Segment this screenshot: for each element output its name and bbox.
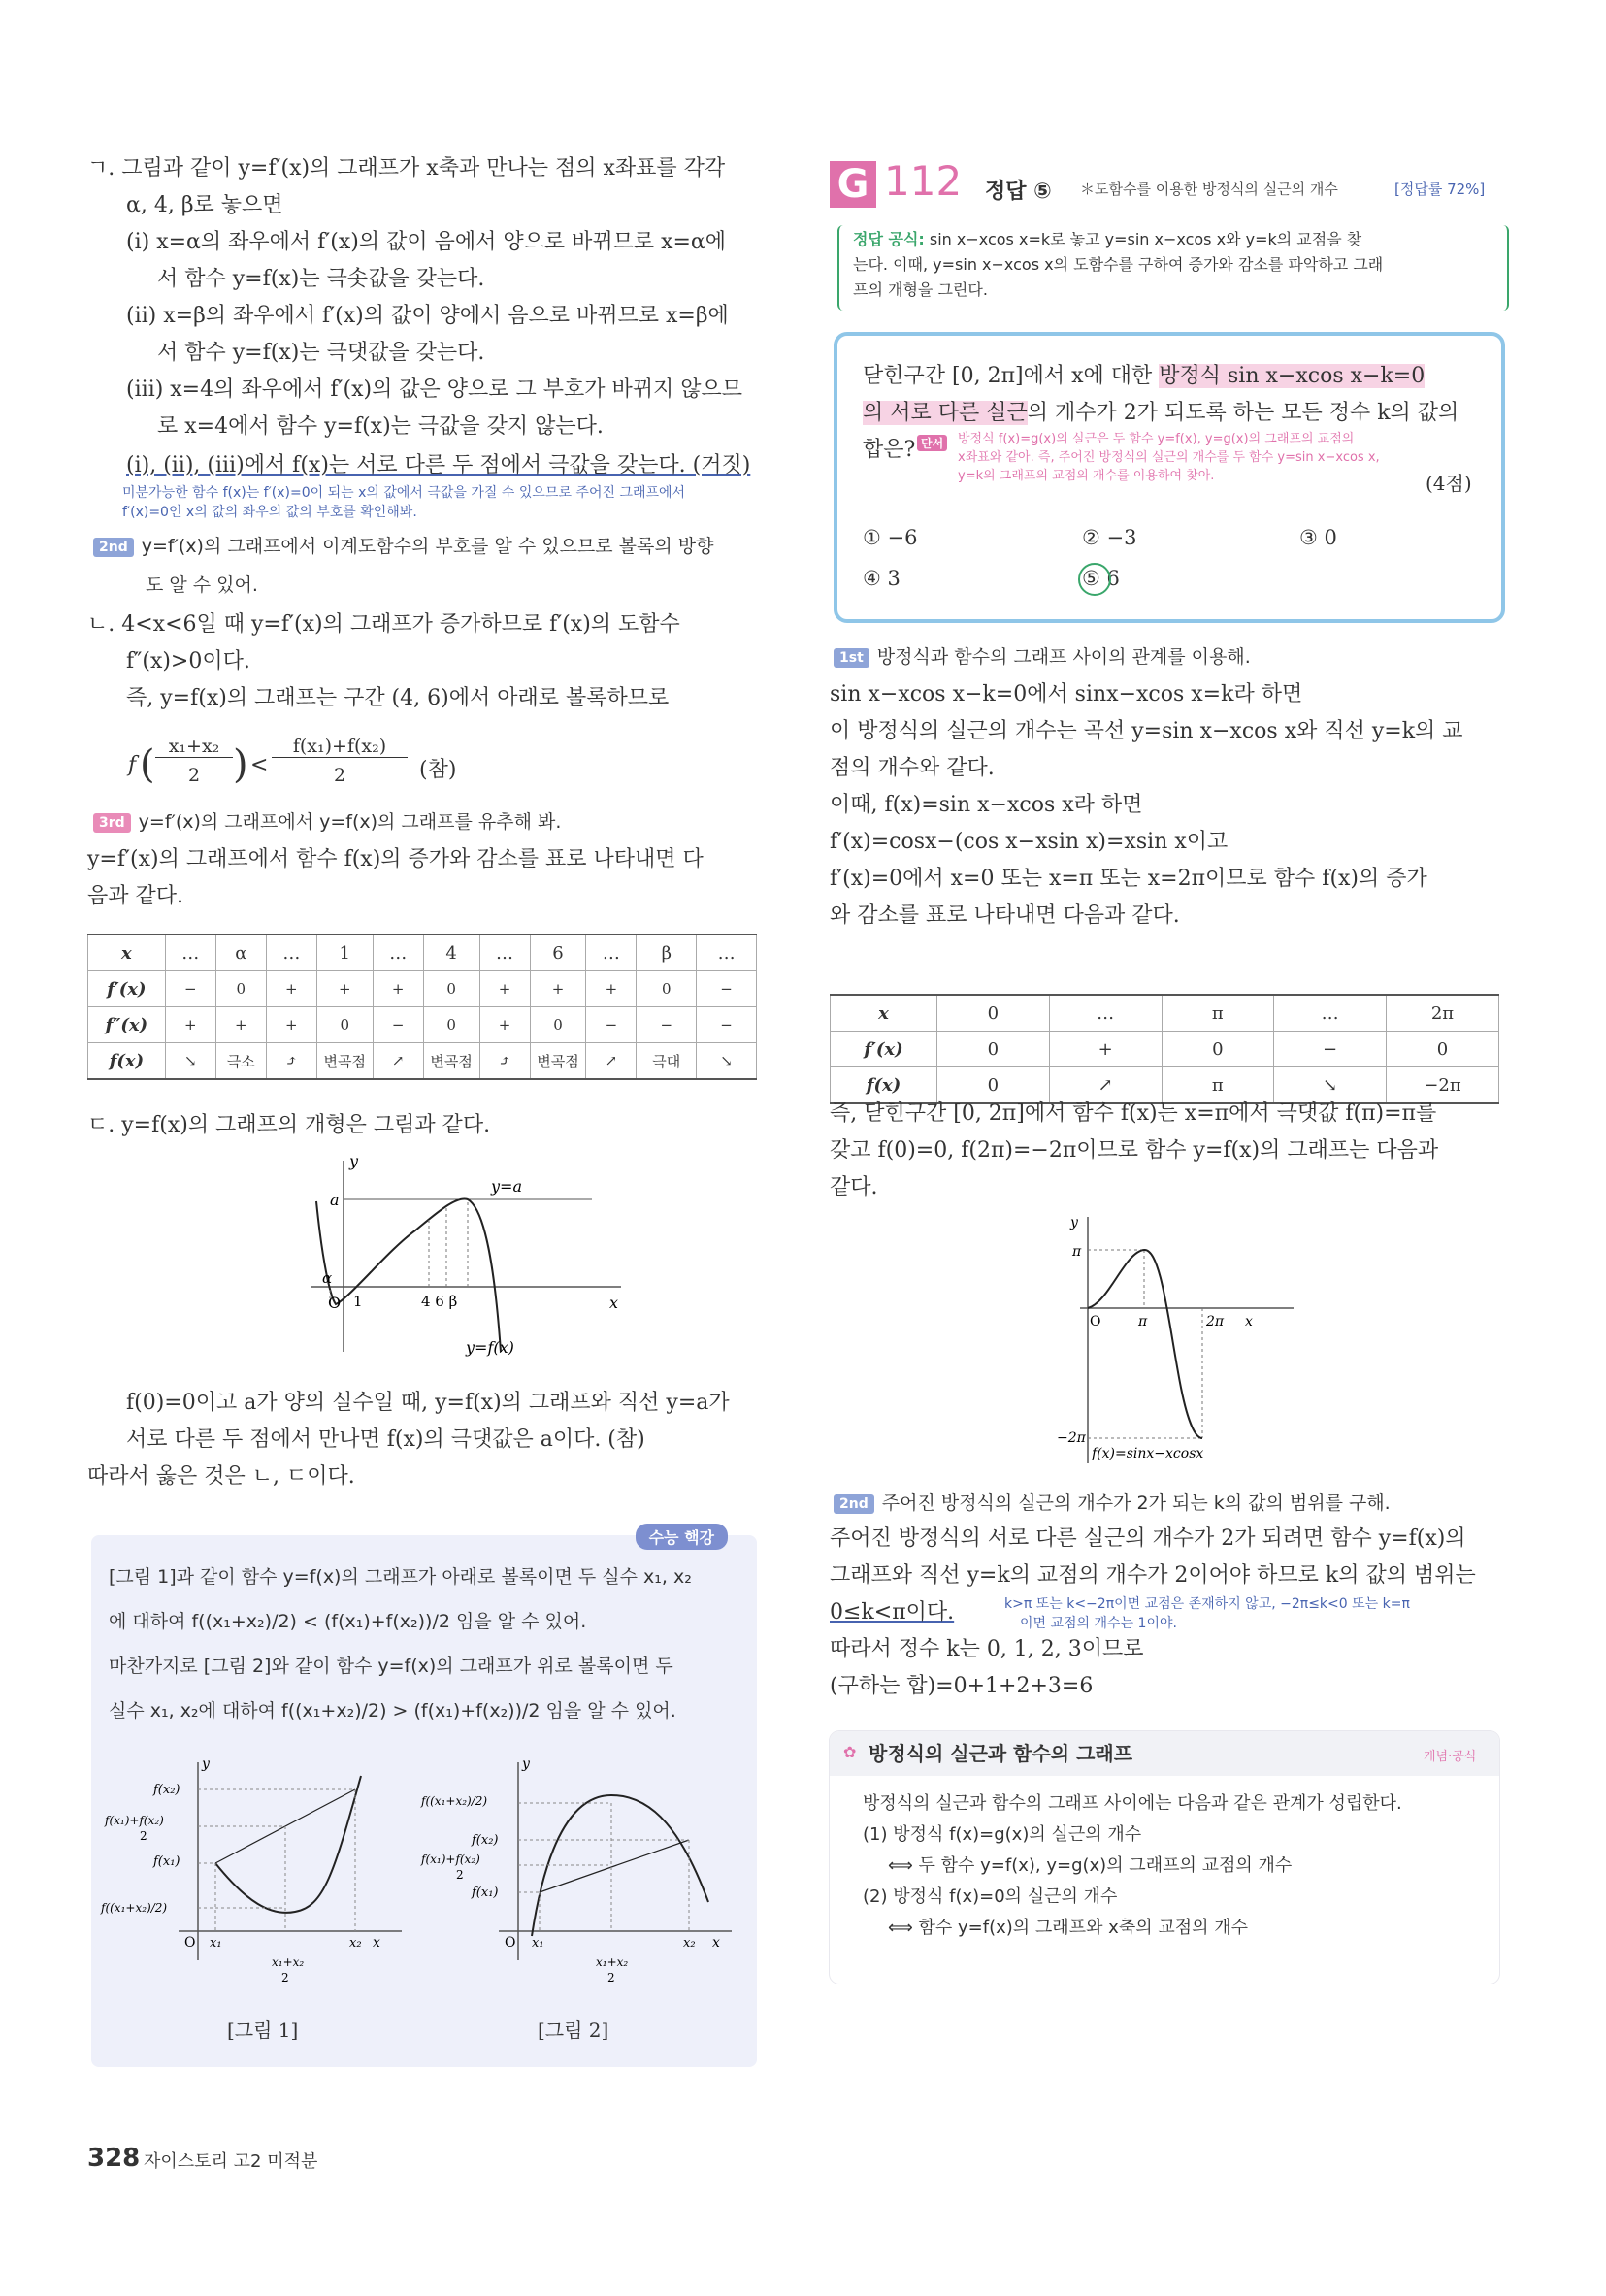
intro-line-2: α, 4, β로 놓으면 xyxy=(126,193,283,217)
cf2-label-x: x xyxy=(712,1935,720,1951)
table-intro-1: y=f′(x)의 그래프에서 함수 f(x)의 증가와 감소를 표로 나타내면 다 xyxy=(87,847,704,871)
cf1-label-x: x xyxy=(373,1935,380,1951)
core-p1b: 에 대하여 f((x₁+x₂)/2) < (f(x₁)+f(x₂))/2 임을 알 수 있어. xyxy=(109,1611,587,1632)
badge-1st: 1st xyxy=(834,648,869,668)
table-cell: ↗ xyxy=(373,1043,423,1080)
concept-star-icon: ✿ xyxy=(843,1743,857,1761)
g1-label-y: y xyxy=(349,1152,359,1170)
cf2-label-avg: f(x₁)+f(x₂) xyxy=(421,1853,480,1866)
problem-line-3: 합은? xyxy=(863,438,916,462)
g1-label-alpha: α xyxy=(322,1269,333,1287)
s2-line-1: 주어진 방정식의 서로 다른 실근의 개수가 2가 되려면 함수 y=f(x)의 xyxy=(830,1526,1466,1551)
table-cell: β xyxy=(637,935,697,971)
cf2-label-x1: x₁ xyxy=(532,1936,544,1951)
cf1-curve xyxy=(215,1776,361,1913)
problem-l1b: 방정식 sin x−xcos x−k=0 xyxy=(1159,364,1426,388)
cf2-label-mid: x₁+x₂ xyxy=(596,1955,629,1969)
table-row-header: x xyxy=(88,935,166,971)
s1-line: sin x−xcos x−k=0에서 sinx−xcos x=k라 하면 xyxy=(830,682,1303,706)
problem-line-2 xyxy=(863,400,1459,427)
page-number: 328 xyxy=(87,2144,141,2173)
table-cell: … xyxy=(586,935,637,971)
s1-line: f′(x)=0에서 x=0 또는 x=π 또는 x=2π이므로 함수 f(x)의 증가 xyxy=(830,867,1427,891)
table-cell: ⤴ xyxy=(266,1043,316,1080)
cf2-label-fx1: f(x₁) xyxy=(472,1886,499,1900)
table-cell: + xyxy=(479,971,530,1007)
table-row xyxy=(831,995,1499,1032)
table-cell: 0 xyxy=(316,1007,373,1043)
item2-line-1: (ⅱ) x=β의 좌우에서 f′(x)의 값이 양에서 음으로 바뀌므로 x=β에 xyxy=(126,304,729,328)
table-cell: − xyxy=(697,1007,757,1043)
choice-3[interactable]: ③ 0 xyxy=(1299,526,1337,549)
hint-3rd xyxy=(93,809,561,835)
after-table-3: 같다. xyxy=(830,1175,878,1199)
g2-label-y: y xyxy=(1070,1215,1078,1230)
table-cell: 0 xyxy=(423,971,479,1007)
answer-circle-mark xyxy=(1078,563,1111,596)
table-cell: + xyxy=(530,971,586,1007)
table-cell: 변곡점 xyxy=(316,1043,373,1080)
nieun-line-2: f″(x)>0이다. xyxy=(126,649,250,673)
cf1-label-fx2: f(x₂) xyxy=(153,1783,180,1797)
cf1-label-fx1: f(x₁) xyxy=(153,1854,180,1869)
cf1-label-mid-den: 2 xyxy=(281,1971,289,1984)
table-cell: π xyxy=(1162,995,1274,1032)
g2-label-x: x xyxy=(1245,1314,1253,1329)
table-row-header: f(x) xyxy=(88,1043,166,1080)
g1-label-o: O xyxy=(328,1294,342,1312)
formula-line-1 xyxy=(853,229,1361,250)
core-p1a: [그림 1]과 같이 함수 y=f(x)의 그래프가 아래로 볼록이면 두 실수 x₁, x₂ xyxy=(109,1566,692,1588)
sign-table-left xyxy=(87,934,757,1080)
table-cell: 0 xyxy=(1162,1032,1274,1067)
table-cell: 4 xyxy=(423,935,479,971)
choice-4[interactable]: ④ 3 xyxy=(863,567,901,590)
table-cell: 0 xyxy=(937,995,1050,1032)
table-cell: 0 xyxy=(937,1032,1050,1067)
table-cell: 1 xyxy=(316,935,373,971)
ineq-lt: < xyxy=(250,753,269,777)
cf1-label-x2: x₂ xyxy=(349,1936,362,1951)
table-cell: … xyxy=(479,935,530,971)
table-cell: 0 xyxy=(530,1007,586,1043)
problem-l2b: 의 개수가 2가 되도록 하는 모든 정수 k의 값의 xyxy=(1027,401,1459,425)
formula-label: 정답 공식: xyxy=(853,230,925,248)
s1-line: 이때, f(x)=sin x−xcos x라 하면 xyxy=(830,793,1143,817)
item1-line-2: 서 함수 y=f(x)는 극솟값을 갖는다. xyxy=(157,267,485,291)
table-cell: + xyxy=(1049,1032,1162,1067)
step-2nd-title: 주어진 방정식의 실근의 개수가 2가 되는 k의 값의 범위를 구해. xyxy=(881,1492,1391,1514)
range-result: 0≤k<π이다. xyxy=(830,1600,955,1624)
table-cell: 0 xyxy=(215,971,266,1007)
s1-line: 이 방정식의 실근의 개수는 곡선 y=sin x−xcos x와 직선 y=k의 교 xyxy=(830,719,1463,743)
concept-box xyxy=(830,1731,1499,1984)
hint-3rd-text: y=f′(x)의 그래프에서 y=f(x)의 그래프를 유추해 봐. xyxy=(138,811,562,833)
g2-label-fx: f(x)=sinx−xcosx xyxy=(1092,1446,1204,1461)
concept-item-2b: ⟺ 함수 y=f(x)의 그래프와 x축의 교점의 개수 xyxy=(888,1918,1248,1938)
table-row xyxy=(88,971,757,1007)
table-cell: π xyxy=(1162,1067,1274,1104)
cf1-label-fmid: f((x₁+x₂)/2) xyxy=(101,1901,168,1915)
table-cell: ⤴ xyxy=(479,1043,530,1080)
g1-label-one: 1 xyxy=(353,1293,363,1310)
ineq-paren-close: ) xyxy=(233,742,248,787)
table-cell: − xyxy=(373,1007,423,1043)
core-box xyxy=(91,1528,757,2067)
fig2-caption: [그림 2] xyxy=(538,2018,609,2042)
table-cell: 극소 xyxy=(215,1043,266,1080)
graph-fprime-shape xyxy=(301,1153,631,1366)
cf1-label-mid: x₁+x₂ xyxy=(272,1955,305,1969)
s2-end-1: 따라서 정수 k는 0, 1, 2, 3이므로 xyxy=(830,1637,1144,1661)
core-figure-2 xyxy=(421,1756,741,1989)
badge-3rd: 3rd xyxy=(93,813,131,833)
note1-line-1: 미분가능한 함수 f(x)는 f′(x)=0이 되는 x의 값에서 극값을 가질 수 있으므로 주어진 그래프에서 xyxy=(122,485,686,501)
table-intro-2: 음과 같다. xyxy=(87,884,183,908)
s1-line: 와 감소를 표로 나타내면 다음과 같다. xyxy=(830,903,1180,928)
problem-l2a: 의 서로 다른 실근 xyxy=(863,401,1028,425)
item2-line-2: 서 함수 y=f(x)는 극댓값을 갖는다. xyxy=(157,341,485,365)
formula-box xyxy=(837,225,1509,311)
problem-points: (4점) xyxy=(1426,472,1472,495)
ineq-num-1: x₁+x₂ xyxy=(155,736,233,758)
core-p2b: 실수 x₁, x₂에 대하여 f((x₁+x₂)/2) > (f(x₁)+f(x₂))/2 임을 알 수 있어. xyxy=(109,1700,676,1722)
graph-f-sin xyxy=(1057,1213,1313,1475)
table-cell: + xyxy=(586,971,637,1007)
g2-label-pi: π xyxy=(1138,1314,1148,1329)
cf1-label-o: O xyxy=(184,1935,196,1951)
g2-label-neg: −2π xyxy=(1057,1430,1086,1446)
table-cell: − xyxy=(697,971,757,1007)
problem-header xyxy=(830,155,1509,213)
nieun-line-1: ㄴ. 4<x<6일 때 y=f′(x)의 그래프가 증가하므로 f′(x)의 도함수 xyxy=(87,612,680,637)
table-row xyxy=(831,1067,1499,1104)
problem-box xyxy=(834,332,1505,623)
table-cell: 0 xyxy=(423,1007,479,1043)
table-cell: ↘ xyxy=(1274,1067,1387,1104)
ineq-paren-open: ( xyxy=(140,742,155,787)
problem-l1a: 닫힌구간 [0, 2π]에서 x에 대한 xyxy=(863,364,1160,388)
g1-label-ticks: 4 6 β xyxy=(421,1293,458,1310)
table-cell: 6 xyxy=(530,935,586,971)
concept-item-1b: ⟺ 두 함수 y=f(x), y=g(x)의 그래프의 교점의 개수 xyxy=(888,1855,1293,1876)
concept-title: 방정식의 실근과 함수의 그래프 xyxy=(869,1742,1133,1765)
s2-line-2: 그래프와 직선 y=k의 교점의 개수가 2이어야 하므로 k의 값의 범위는 xyxy=(830,1563,1476,1588)
g1-label-fx: y=f(x) xyxy=(466,1338,514,1357)
table-cell: − xyxy=(1274,1032,1387,1067)
choice-5[interactable]: ⑤ 6 xyxy=(1082,567,1120,590)
s1-line: f′(x)=cosx−(cos x−xsin x)=xsin x이고 xyxy=(830,830,1229,854)
s2-end-2: (구하는 합)=0+1+2+3=6 xyxy=(830,1674,1094,1698)
danseo-line-1: 방정식 f(x)=g(x)의 실근은 두 함수 y=f(x), y=g(x)의 그래프의 교점의 xyxy=(958,432,1355,446)
table-row xyxy=(88,1007,757,1043)
core-badge: 수능 핵강 xyxy=(636,1524,728,1550)
problem-line-1 xyxy=(863,363,1425,390)
step-1st xyxy=(834,644,1251,670)
table-cell: α xyxy=(215,935,266,971)
table-cell: + xyxy=(373,971,423,1007)
fig1-caption: [그림 1] xyxy=(227,2018,299,2042)
ineq-num-2: f(x₁)+f(x₂) xyxy=(272,736,408,758)
cf2-curve xyxy=(532,1795,708,1936)
table-cell: 변곡점 xyxy=(423,1043,479,1080)
g2-label-o: O xyxy=(1090,1314,1101,1329)
table-cell: … xyxy=(1274,995,1387,1032)
g1-label-ya: y=a xyxy=(491,1177,522,1196)
g2-label-ypi: π xyxy=(1072,1244,1082,1260)
s1-line: 점의 개수와 같다. xyxy=(830,756,995,780)
table-row xyxy=(831,1032,1499,1067)
table-cell: 0 xyxy=(637,971,697,1007)
step-2nd xyxy=(834,1491,1391,1516)
book-title: 자이스토리 고2 미적분 xyxy=(144,2151,318,2172)
cf2-label-y: y xyxy=(522,1756,530,1772)
range-note-1: k>π 또는 k<−2π이면 교점은 존재하지 않고, −2π≤k<0 또는 k=π xyxy=(1004,1596,1410,1612)
item3-line-2: 로 x=4에서 함수 y=f(x)는 극값을 갖지 않는다. xyxy=(157,414,604,439)
cf2-label-avg-den: 2 xyxy=(456,1868,464,1882)
cf1-label-avg: f(x₁)+f(x₂) xyxy=(105,1814,164,1827)
table-row xyxy=(88,1043,757,1080)
table-cell: … xyxy=(165,935,215,971)
table-cell: … xyxy=(697,935,757,971)
danseo-line-3: y=k의 그래프의 교점의 개수를 이용하여 찾아. xyxy=(958,469,1215,483)
core-p2a: 마찬가지로 [그림 2]와 같이 함수 y=f(x)의 그래프가 위로 볼록이면 두 xyxy=(109,1656,673,1677)
cf1-label-x1: x₁ xyxy=(210,1936,222,1951)
cf2-chord xyxy=(540,1840,689,1892)
table-cell: −2π xyxy=(1386,1067,1498,1104)
table-cell: ↗ xyxy=(1049,1067,1162,1104)
badge-2nd: 2nd xyxy=(93,538,134,557)
final-line-1: f(0)=0이고 a가 양의 실수일 때, y=f(x)의 그래프와 직선 y=a가 xyxy=(126,1391,730,1415)
hint-2nd-text: y=f′(x)의 그래프에서 이계도함수의 부호를 알 수 있으므로 볼록의 방향 xyxy=(141,536,714,557)
cf2-label-fx2: f(x₂) xyxy=(472,1833,499,1848)
cf2-label-fmid: f((x₁+x₂)/2) xyxy=(421,1794,488,1808)
table-cell: 2π xyxy=(1386,995,1498,1032)
range-note-2: 이면 교점의 개수는 1이야. xyxy=(1020,1616,1177,1631)
table-cell: − xyxy=(586,1007,637,1043)
table-cell: + xyxy=(215,1007,266,1043)
item1-line-1: (ⅰ) x=α의 좌우에서 f′(x)의 값이 음에서 양으로 바뀌므로 x=α에 xyxy=(126,230,727,254)
concept-intro: 방정식의 실근과 함수의 그래프 사이에는 다음과 같은 관계가 성립한다. xyxy=(863,1793,1402,1814)
concept-item-1: (1) 방정식 f(x)=g(x)의 실근의 개수 xyxy=(863,1824,1142,1845)
after-table-1: 즉, 닫힌구간 [0, 2π]에서 함수 f(x)는 x=π에서 극댓값 f(π)=π를 xyxy=(830,1101,1437,1126)
formula-line-3: 프의 개형을 그린다. xyxy=(853,280,988,299)
conclusion-1: (ⅰ), (ⅱ), (ⅲ)에서 f(x)는 서로 다른 두 점에서 극값을 갖는다. (거짓) xyxy=(126,453,751,477)
danseo-line-2: x좌표와 같아. 즉, 주어진 방정식의 실근의 개수를 두 함수 y=sin x−xcos x, xyxy=(958,450,1380,465)
cf1-label-y: y xyxy=(202,1756,210,1772)
core-figure-1 xyxy=(101,1756,411,1989)
intro-line-1: ㄱ. 그림과 같이 y=f′(x)의 그래프가 x축과 만나는 점의 x좌표를 각각 xyxy=(87,156,726,180)
problem-topic: ＊도함수를 이용한 방정식의 실근의 개수 xyxy=(1080,180,1338,198)
table-cell: + xyxy=(316,971,373,1007)
answer-label: 정답 ⑤ xyxy=(985,180,1052,204)
table-cell: ↘ xyxy=(165,1043,215,1080)
table-cell: 변곡점 xyxy=(530,1043,586,1080)
table-cell: 0 xyxy=(937,1067,1050,1104)
g2-curve xyxy=(1088,1250,1202,1438)
table-row-header: f(x) xyxy=(831,1067,937,1104)
digeut-line: ㄷ. y=f(x)의 그래프의 개형은 그림과 같다. xyxy=(87,1113,491,1137)
table-row-header: f″(x) xyxy=(88,1007,166,1043)
ineq-f: f xyxy=(128,753,137,777)
problem-number: 112 xyxy=(884,157,963,205)
table-row-header: f′(x) xyxy=(88,971,166,1007)
table-cell: … xyxy=(373,935,423,971)
cf1-label-avg-den: 2 xyxy=(140,1829,147,1843)
note1-line-2: f′(x)=0인 x의 값의 좌우의 값의 부호를 확인해봐. xyxy=(122,505,417,520)
ineq-den-1: 2 xyxy=(187,765,201,786)
table-row-header: x xyxy=(831,995,937,1032)
nieun-line-3: 즉, y=f(x)의 그래프는 구간 (4, 6)에서 아래로 볼록하므로 xyxy=(126,686,670,710)
table-cell: … xyxy=(1049,995,1162,1032)
table-cell: ↗ xyxy=(586,1043,637,1080)
g1-label-x: x xyxy=(609,1294,619,1312)
correct-rate: [정답률 72%] xyxy=(1394,180,1486,198)
choice-1[interactable]: ① −6 xyxy=(863,526,918,549)
concept-item-2: (2) 방정식 f(x)=0의 실근의 개수 xyxy=(863,1886,1118,1907)
table-cell: − xyxy=(165,971,215,1007)
table-cell: 0 xyxy=(1386,1032,1498,1067)
table-cell: ↘ xyxy=(697,1043,757,1080)
choice-2[interactable]: ② −3 xyxy=(1082,526,1137,549)
step-1st-title: 방정식과 함수의 그래프 사이의 관계를 이용해. xyxy=(876,646,1251,668)
hint-2nd-text-2: 도 알 수 있어. xyxy=(146,574,258,596)
formula-line-2: 는다. 이때, y=sin x−xcos x의 도함수를 구하여 증가와 감소를 파악하고 그래 xyxy=(853,255,1384,274)
cf2-label-o: O xyxy=(505,1935,516,1951)
g1-label-a: a xyxy=(330,1191,340,1209)
hint-2nd xyxy=(93,534,714,559)
table-cell: + xyxy=(165,1007,215,1043)
table-cell: + xyxy=(266,1007,316,1043)
table-cell: + xyxy=(479,1007,530,1043)
table-cell: … xyxy=(266,935,316,971)
badge-2nd-right: 2nd xyxy=(834,1494,874,1514)
sign-table-right xyxy=(830,994,1499,1104)
item3-line-1: (ⅲ) x=4의 좌우에서 f′(x)의 값은 양으로 그 부호가 바뀌지 않으므 xyxy=(126,377,743,402)
cf2-label-mid-den: 2 xyxy=(607,1971,615,1984)
final-line-2: 서로 다른 두 점에서 만나면 f(x)의 극댓값은 a이다. (참) xyxy=(126,1427,645,1452)
formula-text-1: sin x−xcos x=k로 놓고 y=sin x−xcos x와 y=k의 교점을 찾 xyxy=(929,230,1362,248)
danseo-badge: 단서 xyxy=(917,435,947,451)
table-cell: 극대 xyxy=(637,1043,697,1080)
cf2-label-x2: x₂ xyxy=(683,1936,696,1951)
ineq-tag: (참) xyxy=(419,758,457,782)
g2-label-2pi: 2π xyxy=(1206,1314,1225,1329)
table-cell: − xyxy=(637,1007,697,1043)
table-row xyxy=(88,935,757,971)
jensen-inequality xyxy=(128,734,516,802)
table-cell: + xyxy=(266,971,316,1007)
after-table-2: 갖고 f(0)=0, f(2π)=−2π이므로 함수 y=f(x)의 그래프는 다음과 xyxy=(830,1138,1439,1163)
concept-tag: 개념·공식 xyxy=(1424,1750,1477,1764)
section-letter: G xyxy=(830,161,876,208)
ineq-den-2: 2 xyxy=(333,765,346,786)
final-line-3: 따라서 옳은 것은 ㄴ, ㄷ이다. xyxy=(87,1464,355,1489)
table-row-header: f′(x) xyxy=(831,1032,937,1067)
